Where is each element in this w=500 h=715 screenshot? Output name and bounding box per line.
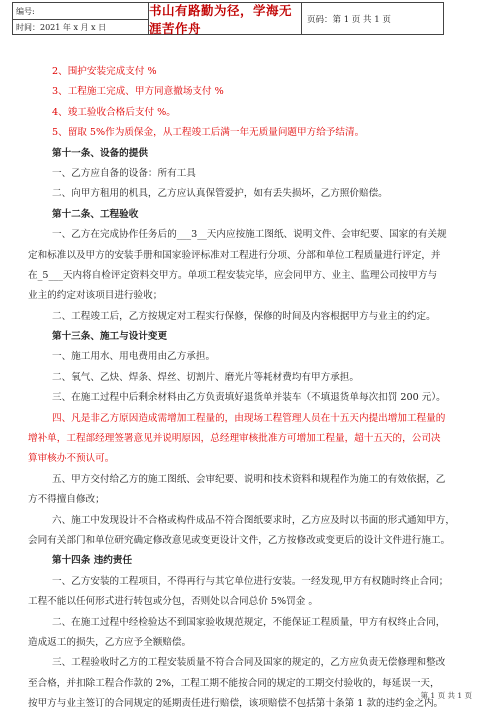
header-page-label: 页码：第 1 页 共 1 页 bbox=[307, 14, 391, 25]
paragraph-line: 二、氧气、乙炔、焊条、焊丝、切割片、磨光片等耗材费均有甲方承担。 bbox=[52, 371, 359, 383]
paragraph-line: 二、工程竣工后，乙方按规定对工程实行保修，保修的时间及内容根据甲方与业主的约定。 bbox=[52, 310, 436, 322]
paragraph-line: 三、工程验收时乙方的工程安装质量不符合合同及国家的规定的，乙方应负责无偿修理和整改 bbox=[52, 657, 446, 669]
paragraph-line: 一、乙方应自备的设备：所有工具 bbox=[52, 167, 196, 179]
section-heading: 第十四条 违约责任 bbox=[52, 555, 133, 567]
paragraph-line: 一、施工用水、用电费用由乙方承担。 bbox=[52, 351, 216, 363]
document-body bbox=[28, 62, 468, 715]
paragraph-line: 三、在施工过程中后剩余材料由乙方负责填好退货单并装车（不填退货单每次扣罚 200 元）。 bbox=[52, 392, 446, 404]
paragraph-line: 造成返工的损失，乙方应予全额赔偿。 bbox=[28, 636, 192, 648]
paragraph-line: 工程不能以任何形式进行转包或分包，否则处以合同总价 5%罚金 。 bbox=[28, 596, 318, 608]
paragraph-line: 六、施工中发现设计不合格或构件成品不符合图纸要求时，乙方应及时以书面的形式通知甲方， bbox=[52, 514, 455, 526]
paragraph-line: 业主的约定对该项目进行验收； bbox=[28, 290, 163, 302]
paragraph-line: 方不得擅自修改； bbox=[28, 494, 105, 506]
paragraph-line: 会同有关部门和单位研究确定修改意见或变更设计文件，乙方按修改或变更后的设计文件进行施工。 bbox=[28, 534, 451, 546]
paragraph-line: 在_5___天内将自检评定资料交甲方。单项工程安装完毕，应会同甲方、业主、监理公司按甲方与 bbox=[28, 269, 438, 281]
paragraph-line: 算审核办不预认可。 bbox=[28, 453, 115, 465]
paragraph-line: 4、竣工验收合格后支付 %。 bbox=[52, 106, 176, 118]
doc-date: 时间：2021 年 x 月 x 日 bbox=[16, 23, 107, 32]
section-heading: 第十二条、工程验收 bbox=[52, 208, 139, 220]
paragraph-line: 一、乙方在完成协作任务后的___3__天内应按施工图纸、说明文件、会审纪要、国家的有关规 bbox=[52, 229, 447, 241]
section-heading: 第十三条、施工与设计变更 bbox=[52, 331, 168, 343]
footer-page-number: 第 1 页 共 1 页 bbox=[420, 691, 472, 700]
paragraph-line: 二、在施工过程中经检验达不到国家验收规范规定，不能保证工程质量，甲方有权终止合同， bbox=[52, 616, 446, 628]
header-info-cell bbox=[13, 3, 149, 34]
paragraph-line: 五、甲方交付给乙方的施工图纸、会审纪要、说明和技术资料和规程作为施工的有效依据，乙 bbox=[52, 473, 446, 485]
paragraph-line: 定和标准以及甲方的安装手册和国家验评标准对工程进行分项、分部和单位工程质量进行评定，并 bbox=[28, 249, 441, 261]
paragraph-line: 增补单，工程部经理签署意见并说明原因，总经理审核批准方可增加工程量，超十五天的，公司决 bbox=[28, 433, 441, 445]
paragraph-line: 至合格，并扣除工程合作款的 2%，工程工期不能按合同的规定的工期交付验收的，每延误一天， bbox=[28, 677, 440, 689]
paragraph-line: 按甲方与业主签订的合同规定的延期责任进行赔偿，该项赔偿不包括第十条第 1 款的违约金之内。 bbox=[28, 698, 444, 710]
paragraph-line: 二、向甲方租用的机具，乙方应认真保管爱护，如有丢失损坏，乙方照价赔偿。 bbox=[52, 188, 388, 200]
header-motto: 书山有路勤为径，学海无涯苦作舟 bbox=[149, 3, 302, 34]
paragraph-line: 四、凡是非乙方原因造成需增加工程量的，由现场工程管理人员在十五天内提出增加工程量的 bbox=[52, 412, 446, 424]
paragraph-line: 3、工程施工完成、甲方同意撤场支付 % bbox=[52, 86, 224, 98]
paragraph-line: 2、围护安装完成支付 % bbox=[52, 66, 157, 77]
section-heading: 第十一条、设备的提供 bbox=[52, 147, 148, 159]
paragraph-line: 5、留取 5%作为质保金，从工程竣工后满一年无质量问题甲方给予结清。 bbox=[52, 127, 365, 139]
doc-number: 编号: bbox=[13, 4, 148, 20]
header-table bbox=[12, 2, 444, 35]
paragraph-line: 一、乙方安装的工程项目，不得再行与其它单位进行安装。一经发现,甲方有权随时终止合同； bbox=[52, 575, 449, 587]
